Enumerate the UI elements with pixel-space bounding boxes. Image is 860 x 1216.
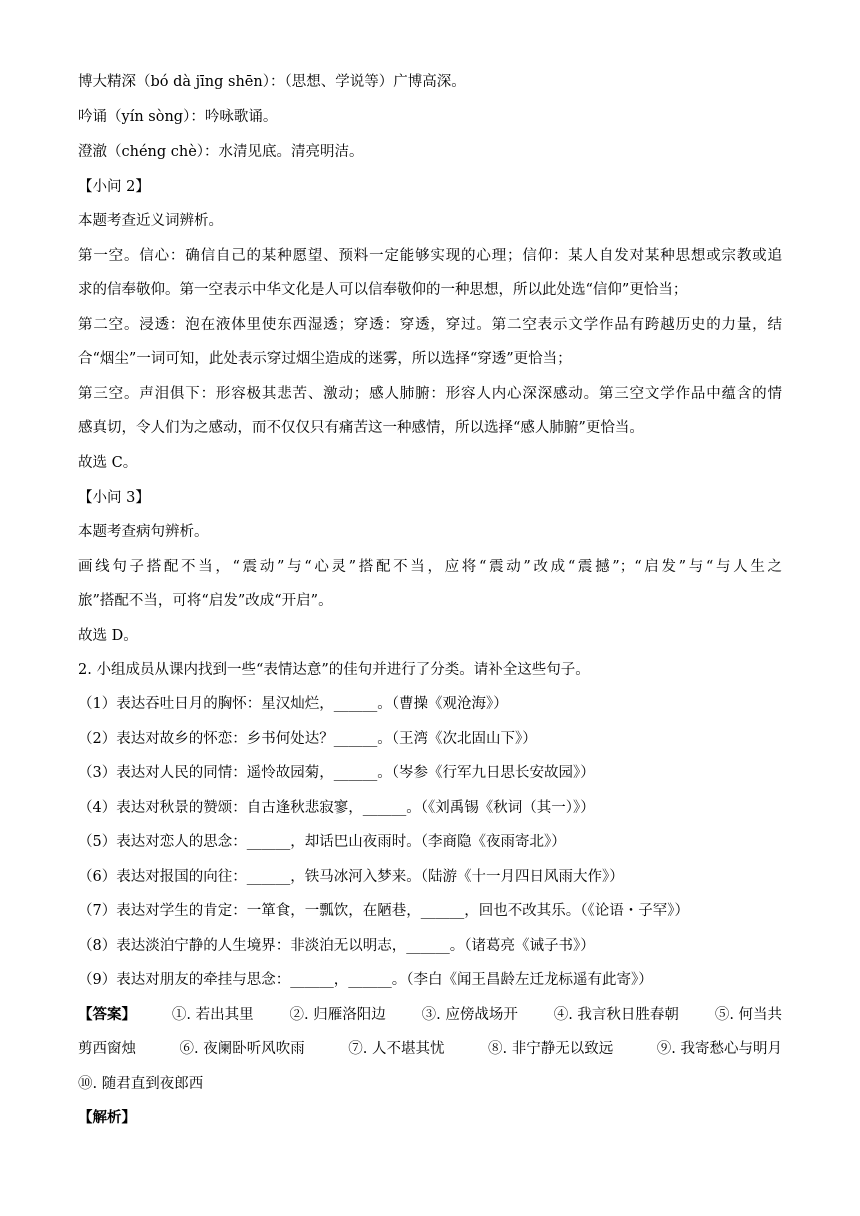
question-item: （7）表达对学生的肯定：一箪食，一瓢饮，在陋巷，______，回也不改其乐。（《论语・子罕》） (78, 903, 689, 919)
paragraph: 本题考查近义词辨析。 (78, 213, 223, 229)
answer-item: ②. 归雁洛阳边 (289, 1007, 386, 1023)
sub-question-heading: 【小问 3】 (78, 490, 150, 506)
answer-item: ⑩. 随君直到夜郎西 (78, 1076, 204, 1092)
question-item: （5）表达对恋人的思念：______，却话巴山夜雨时。（李商隐《夜雨寄北》） (78, 834, 566, 850)
answer-item: ③. 应傍战场开 (421, 1007, 518, 1023)
answer-label: 【答案】 (78, 1006, 136, 1023)
analysis-label: 【解析】 (78, 1109, 136, 1126)
question-stem: 2. 小组成员从课内找到一些“表情达意”的佳句并进行了分类。请补全这些句子。 (78, 662, 590, 678)
answer-item: ④. 我言秋日胜春朝 (553, 1007, 679, 1023)
definition-line: 吟诵（yín sòng）：吟咏歌诵。 (78, 109, 278, 125)
paragraph: 感真切，令人们为之感动，而不仅仅只有痛苦这一种感情，所以选择“感人肺腑”更恰当。 (78, 420, 644, 436)
answer-item: 剪西窗烛 (78, 1041, 136, 1057)
answer-item: ⑤. 何当共 (714, 1007, 782, 1023)
choice-line: 故选 C。 (78, 455, 138, 471)
paragraph: 画线句子搭配不当，“震动”与“心灵”搭配不当，应将“震动”改成“震撼”；“启发”与“与人生之 (78, 559, 782, 575)
paragraph: 第二空。浸透：泡在液体里使东西湿透；穿透：穿透，穿过。第二空表示文学作品有跨越历史的力量，结 (78, 317, 782, 333)
question-item: （1）表达吞吐日月的胸怀：星汉灿烂，______。（曹操《观沧海》） (78, 696, 508, 712)
answer-row (78, 1005, 782, 1025)
answer-item: ①. 若出其里 (171, 1007, 254, 1023)
answer-item: ⑧. 非宁静无以致远 (488, 1041, 614, 1057)
question-item: （9）表达对朋友的牵挂与思念：______，______。（李白《闻王昌龄左迁龙标遥有此寄》） (78, 972, 653, 988)
answer-item: ⑨. 我寄愁心与明月 (656, 1041, 782, 1057)
paragraph: 求的信奉敬仰。第一空表示中华文化是人可以信奉敬仰的一种思想，所以此处选“信仰”更恰当； (78, 282, 688, 298)
paragraph: 合“烟尘”一词可知，此处表示穿过烟尘造成的迷雾，所以选择“穿透”更恰当； (78, 351, 572, 367)
sub-question-heading: 【小问 2】 (78, 179, 150, 195)
paragraph: 旅”搭配不当，可将“启发”改成“开启”。 (78, 593, 333, 609)
definition-line: 博大精深（bó dà jīng shēn）：（思想、学说等）广博高深。 (78, 74, 466, 90)
answer-row (78, 1039, 782, 1059)
answer-item: ⑦. 人不堪其忧 (348, 1041, 445, 1057)
answer-item: ⑥. 夜阑卧听风吹雨 (179, 1041, 305, 1057)
paragraph: 第三空。声泪俱下：形容极其悲苦、激动；感人肺腑：形容人内心深深感动。第三空文学作品中蕴含的情 (78, 386, 782, 402)
question-item: （2）表达对故乡的怀恋：乡书何处达？______。（王湾《次北固山下》） (78, 731, 537, 747)
question-item: （6）表达对报国的向往：______，铁马冰河入梦来。（陆游《十一月四日风雨大作》） (78, 869, 624, 885)
paragraph: 本题考查病句辨析。 (78, 524, 209, 540)
question-item: （8）表达淡泊宁静的人生境界：非淡泊无以明志，______。（诸葛亮《诫子书》） (78, 938, 595, 954)
question-item: （4）表达对秋景的赞颂：自古逢秋悲寂寥，______。（《刘禹锡《秋词（其一）》） (78, 800, 595, 816)
paragraph: 第一空。信心：确信自己的某种愿望、预料一定能够实现的心理；信仰：某人自发对某种思想或宗教或追 (78, 248, 782, 264)
question-item: （3）表达对人民的同情：遥怜故园菊，______。（岑参《行军九日思长安故园》） (78, 765, 595, 781)
choice-line: 故选 D。 (78, 628, 138, 644)
definition-line: 澄澈（chéng chè）：水清见底。清亮明洁。 (78, 144, 364, 160)
